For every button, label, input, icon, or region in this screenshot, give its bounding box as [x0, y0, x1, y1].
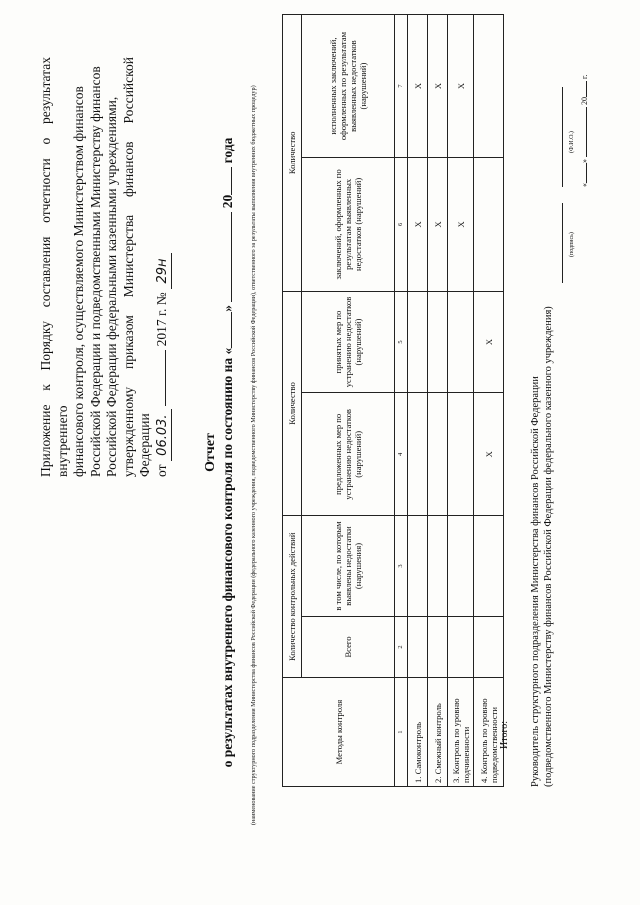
- method-cell: 4. Контроль по уровню подведомственности: [474, 678, 504, 787]
- name-blank: [562, 87, 563, 187]
- column-number: 4: [395, 393, 408, 516]
- header-group-conclusions: Количество: [283, 15, 302, 292]
- column-number: 3: [395, 516, 408, 616]
- appendix-date-line: [154, 57, 173, 477]
- data-cell: [408, 616, 428, 677]
- appendix-line: финансового контроля, осуществляемого Министерством финансов: [71, 86, 86, 477]
- data-cell: [448, 291, 474, 393]
- year-suffix: года: [220, 137, 235, 164]
- report-title: Отчет: [203, 433, 218, 472]
- date-close-quote: »: [580, 159, 589, 163]
- year-blank: [586, 81, 587, 97]
- data-cell: [428, 516, 448, 616]
- blank-line: [165, 350, 166, 406]
- data-cell: [428, 616, 448, 677]
- appendix-line: утвержденному приказом Министерства финансов Российской Федерации: [120, 57, 152, 477]
- data-cell: [448, 393, 474, 516]
- data-cell: [428, 393, 448, 516]
- signature-caption: (подпись): [569, 232, 575, 257]
- column-number: 5: [395, 291, 408, 393]
- data-cell: X: [448, 158, 474, 292]
- header-taken-measures: принятых мер по устранению недостатков (нарушений): [302, 291, 395, 393]
- year-prefix: 20: [580, 97, 589, 105]
- appendix-header: [38, 57, 172, 477]
- footer-line: (подведомственного Министерству финансов Российской Федерации федерального казенного учреждения): [542, 306, 554, 787]
- data-cell: [448, 516, 474, 616]
- data-cell: [428, 291, 448, 393]
- appendix-line: Российской Федерации федеральными казенными учреждениями,: [104, 96, 119, 477]
- table-row: [474, 15, 504, 787]
- header-proposed-measures: предложенных мер по устранению недостатков (нарушений): [302, 393, 395, 516]
- quote-close: »: [220, 305, 235, 312]
- data-cell: [408, 516, 428, 616]
- day-blank: [231, 312, 232, 348]
- column-number: 1: [395, 678, 408, 787]
- footer-line: Руководитель структурного подразделения Министерства финансов Российской Федерации: [530, 376, 541, 787]
- data-cell: X: [428, 158, 448, 292]
- data-cell: [448, 616, 474, 677]
- method-cell: 2. Смежный контроль: [428, 678, 448, 787]
- method-cell: 3. Контроль по уровню подчиненности: [448, 678, 474, 787]
- column-number-row: [395, 15, 408, 787]
- header-executed-conclusions: исполненных заключений, оформленных по результатам выявленных недостатков (нарушений): [302, 15, 395, 158]
- header-row-groups: [283, 15, 302, 787]
- month-blank: [586, 107, 587, 157]
- appendix-line: Российской Федерации и подведомственными Министерству финансов: [87, 66, 103, 477]
- department-note: (наименование структурного подразделения Министерства финансов Российской Федерации (федерального казенного учреждения, подведомственного Министерству финансов Российской Федерации), ответственного за результаты выполнения внутренних бюджетных процедур): [250, 85, 257, 825]
- column-number: 6: [395, 158, 408, 292]
- handwritten-date: 06.03.: [155, 409, 173, 461]
- column-number: 2: [395, 616, 408, 677]
- appendix-line: Приложение к Порядку составления отчетности о результатах внутреннего: [38, 57, 70, 477]
- footer-block: [530, 306, 555, 787]
- header-with-deficiencies: в том числе, по которым выявлены недостатки (нарушения): [302, 516, 395, 616]
- handwritten-order-number: 29н: [155, 253, 173, 289]
- date-prefix: от: [153, 464, 169, 477]
- year-text: 2017 г. №: [153, 292, 169, 347]
- data-cell: X: [428, 15, 448, 158]
- data-cell: [474, 158, 504, 292]
- report-subtitle: [220, 0, 236, 905]
- date-open-quote: «: [580, 183, 589, 187]
- month-blank: [231, 212, 232, 302]
- signature-blank: [562, 203, 563, 283]
- data-cell: [408, 393, 428, 516]
- day-blank: [586, 163, 587, 183]
- data-cell: [474, 516, 504, 616]
- data-cell: [408, 291, 428, 393]
- subtitle-text: о результатах внутреннего финансового контроля по состоянию на «: [220, 347, 235, 768]
- data-cell: [474, 616, 504, 677]
- header-group-measures: Количество: [283, 291, 302, 516]
- name-caption: (Ф.И.О.): [569, 131, 575, 153]
- column-number: 7: [395, 15, 408, 158]
- header-group-actions: Количество контрольных действий: [283, 516, 302, 678]
- table-row: [408, 15, 428, 787]
- data-cell: X: [448, 15, 474, 158]
- data-cell: X: [474, 291, 504, 393]
- data-cell: [474, 15, 504, 158]
- total-label: Итого:: [499, 720, 510, 749]
- data-cell: X: [474, 393, 504, 516]
- data-cell: X: [408, 158, 428, 292]
- header-conclusions: заключений, оформленных по результатам выявленных недостатков (нарушений): [302, 158, 395, 292]
- date-line: [580, 75, 589, 187]
- header-row-columns: [302, 15, 395, 787]
- year-suffix: г.: [580, 74, 589, 79]
- signature-line: [556, 203, 565, 283]
- year-blank: [231, 167, 232, 195]
- table-row: [448, 15, 474, 787]
- year-prefix: 20: [220, 194, 235, 209]
- header-methods: Методы контроля: [283, 678, 395, 787]
- report-table: [282, 14, 504, 787]
- header-total: Всего: [302, 616, 395, 677]
- method-cell: 1. Самоконтроль: [408, 678, 428, 787]
- data-cell: X: [408, 15, 428, 158]
- name-line: [556, 87, 565, 187]
- table-row: [428, 15, 448, 787]
